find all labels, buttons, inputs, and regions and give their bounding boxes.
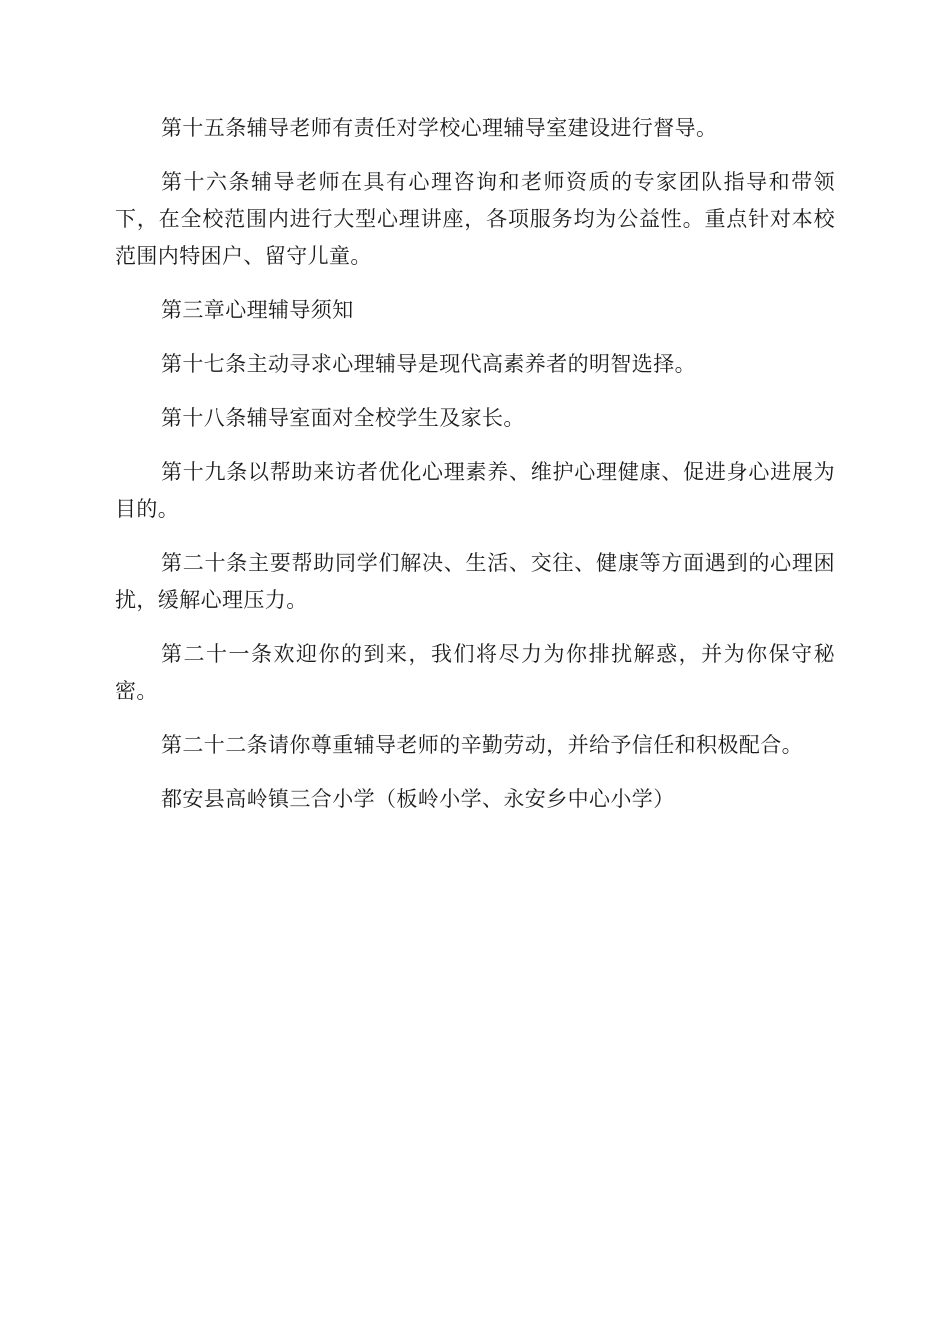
article-18-paragraph: 第十八条辅导室面对全校学生及家长。 [161, 406, 525, 430]
article-21-paragraph: 第二十一条欢迎你的到来，我们将尽力为你排扰解惑，并为你保守秘密。 [115, 642, 835, 703]
article-20-paragraph: 第二十条主要帮助同学们解决、生活、交往、健康等方面遇到的心理困扰，缓解心理压力。 [115, 551, 835, 612]
article-22-paragraph: 第二十二条请你尊重辅导老师的辛勤劳动，并给予信任和积极配合。 [161, 733, 803, 757]
article-19-paragraph: 第十九条以帮助来访者优化心理素养、维护心理健康、促进身心进展为目的。 [115, 460, 835, 521]
article-17-paragraph: 第十七条主动寻求心理辅导是现代高素养者的明智选择。 [161, 352, 696, 376]
document-body [115, 110, 835, 835]
chapter-3-heading: 第三章心理辅导须知 [161, 298, 354, 322]
article-15-paragraph: 第十五条辅导老师有责任对学校心理辅导室建设进行督导。 [161, 116, 718, 140]
school-signature-line: 都安县高岭镇三合小学（板岭小学、永安乡中心小学） [161, 787, 675, 811]
article-16-paragraph: 第十六条辅导老师在具有心理咨询和老师资质的专家团队指导和带领下，在全校范围内进行大型心理讲座，各项服务均为公益性。重点针对本校范围内特困户、留守儿童。 [115, 170, 835, 268]
